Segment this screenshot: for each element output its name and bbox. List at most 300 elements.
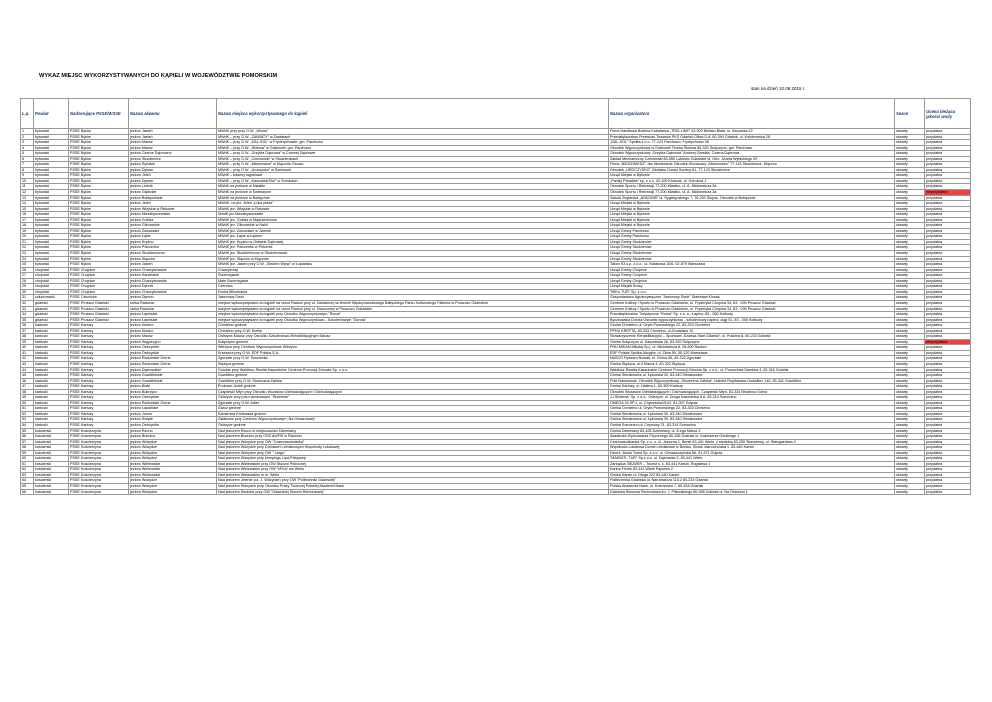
cell-powiat: bytowski (34, 178, 69, 184)
cell-powiat: bytowski (34, 195, 69, 201)
cell-miejsce: Nad jeziorem Wielewskim przy OW "eFKa" we Wielu (217, 467, 609, 473)
cell-miejsce: Garcz gminne (217, 406, 609, 412)
cell-organizator: Ośrodek Wczasów Odmładzających i Odchudzających, Czaplelski Młyn, 83-324 Brodnica Górna (609, 389, 895, 395)
cell-lp: 15 (21, 206, 34, 212)
cell-sezon: otwarty (895, 151, 925, 157)
cell-miejsce: Krzeszna przy O.W. EDF Polska S.A. (217, 350, 609, 356)
cell-organizator: Wspólnota Lokalowa Domki Letniskowe w Borsku, Borsk Jasnochówka 1, 83-440 Karsin (609, 445, 895, 451)
cell-organizator: Akademia Wychowania Fizycznego 80-336 Gdańsk ul. Kazimierza Górskiego 1 (609, 434, 895, 440)
cell-powiat: kartuski (34, 373, 69, 379)
cell-miejsce: Nad jeziorem Rzuno w miejscowości Dziemiany (217, 428, 609, 434)
cell-powiat: bytowski (34, 256, 69, 262)
cell-sezon: otwarty (895, 411, 925, 417)
table-body (21, 129, 971, 495)
cell-sezon: otwarty (895, 278, 925, 284)
cell-lp: 45 (21, 373, 34, 379)
cell-akwen: jezioro Wdzydze (129, 450, 217, 456)
cell-psse: PSSE Bytów (69, 228, 129, 234)
cell-miejsce: Charzykowy (217, 267, 609, 273)
cell-sezon: otwarty (895, 422, 925, 428)
cell-lp: 30 (21, 289, 34, 295)
cell-miejsce: MWdK jez. Jasień przy O.W. „Siedem Wysp” w Łupawsku (217, 262, 609, 268)
cell-ocena: przydatna (925, 317, 971, 323)
cell-organizator: Ośrodek Sportu i Rekreacji 77-200 Miastko, ul. A. Mickiewicza 3a (609, 184, 895, 190)
cell-powiat: bytowski (34, 162, 69, 168)
cell-ocena: przydatna (925, 195, 971, 201)
cell-powiat: kościerski (34, 456, 69, 462)
cell-akwen: jezioro Jasień (129, 129, 217, 135)
cell-lp: 16 (21, 212, 34, 218)
cell-sezon: otwarty (895, 484, 925, 490)
cell-sezon: otwarty (895, 195, 925, 201)
cell-ocena: przydatna (925, 467, 971, 473)
cell-organizator: Centrum Kultury i Sportu w Pruszczu Gdańskim, ul. Fryderyka Chopina 34, 83 - 000 Pruszcz Gdański (609, 300, 895, 306)
cell-miejsce: MWdK – baseny kąpielowe (217, 173, 609, 179)
cell-lp: 26 (21, 267, 34, 273)
cell-miejsce: MWdK – przy O.W. „DAL-SOL” w Fryderyzhowie, gm. Parchowo (217, 140, 609, 146)
cell-sezon: otwarty (895, 350, 925, 356)
cell-powiat: bytowski (34, 190, 69, 196)
cell-powiat: bytowski (34, 201, 69, 207)
cell-miejsce: Nad jeziorem Brzeżno przy OSS AWFiS w Raduniu (217, 434, 609, 440)
cell-akwen: jezioro Półczenko (129, 245, 217, 251)
cell-sezon: otwarty (895, 384, 925, 390)
cell-miejsce: Funka Mikomania (217, 289, 609, 295)
cell-psse: PSSE Bytów (69, 162, 129, 168)
cell-organizator: Gmina Somonino,ul. Ceynowy 21, 83-314 Somonino (609, 422, 895, 428)
cell-psse: PSSE Kartuzy (69, 389, 129, 395)
cell-akwen: jezioro Jasień (129, 262, 217, 268)
cell-akwen: jezioro Wdzydze (129, 484, 217, 490)
cell-ocena: przydatna (925, 445, 971, 451)
cell-powiat: chojnicki (34, 273, 69, 279)
cell-akwen: jezioro Charzykowskie (129, 289, 217, 295)
cell-lp: 43 (21, 361, 34, 367)
cell-psse: PSSE Człuchów (69, 295, 129, 301)
cell-miejsce: MWdK – przy O.W. „Grzybia Dąbrowa” w Czarnej Dąbrowie (217, 151, 609, 157)
cell-akwen: jezioro Łapalickie (129, 406, 217, 412)
cell-powiat: kartuski (34, 356, 69, 362)
cell-psse: PSSE Kościerzyna (69, 467, 129, 473)
cell-miejsce: Gowidlino przy O.W. Słoneczna Zatoka (217, 378, 609, 384)
cell-organizator: EDF Polska Spółka Akcyjna, ul. Złota 59, 00-120 Warszawa (609, 350, 895, 356)
cell-powiat: bytowski (34, 234, 69, 240)
cell-powiat: gdański (34, 306, 69, 312)
cell-psse: PSSE Kościerzyna (69, 484, 129, 490)
cell-psse: PSSE Kościerzyna (69, 478, 129, 484)
cell-akwen: jezioro Gubisz (129, 217, 217, 223)
cell-miejsce: MWdK jez. Żukowskie w Jamnie (217, 228, 609, 234)
cell-sezon: otwarty (895, 206, 925, 212)
cell-miejsce: Chmielno przy O.W. Krefta (217, 328, 609, 334)
cell-akwen: jezioro Jeleń (129, 173, 217, 179)
cell-organizator: Urząd Miejski w Bytowie (609, 173, 895, 179)
cell-organizator: Gmina Stężyca, ul.9 Marca 3, 83-322 Stężyca (609, 361, 895, 367)
cell-ocena: przydatna (925, 173, 971, 179)
cell-ocena: przydatna (925, 406, 971, 412)
cell-psse: PSSE Bytów (69, 234, 129, 240)
cell-powiat: kościerski (34, 478, 69, 484)
cell-ocena: przydatna (925, 239, 971, 245)
cell-miejsce: MWdK – przy O.W. „Kaszubski Bór” w Sominach (217, 178, 609, 184)
cell-sezon: otwarty (895, 239, 925, 245)
cell-psse: PSSE Bytów (69, 212, 129, 218)
cell-organizator: PHU MIKAN Mikołaj Sp.j. ul. Mickiewicza 8, 26-600 Radom (609, 345, 895, 351)
cell-powiat: gdański (34, 312, 69, 318)
cell-miejsce: MWdK przy przy O.W. „Wrzos” (217, 129, 609, 135)
cell-sezon: otwarty (895, 395, 925, 401)
cell-organizator: Byczkowska Dorota Ośrodek wypoczynkowo - szkoleniowy Łapino, ciąg 51, 83 - 050 Kolbudy (609, 317, 895, 323)
cell-ocena: przydatna (925, 251, 971, 257)
bathing-sites-table (20, 98, 971, 495)
cell-ocena: przydatna (925, 295, 971, 301)
cell-akwen: jezioro Dymno (129, 295, 217, 301)
cell-psse: PSSE Bytów (69, 206, 129, 212)
cell-ocena: przydatna (925, 184, 971, 190)
cell-psse: PSSE Kościerzyna (69, 450, 129, 456)
cell-powiat: kartuski (34, 417, 69, 423)
cell-akwen: jezioro Krężno (129, 239, 217, 245)
cell-psse: PSSE Bytów (69, 251, 129, 257)
cell-lp: 48 (21, 389, 34, 395)
cell-akwen: jezioro Kłodno (129, 323, 217, 329)
cell-ocena: przydatna (925, 140, 971, 146)
cell-powiat: kartuski (34, 350, 69, 356)
cell-miejsce: MWdK jez. Półczenko w Półcznie (217, 245, 609, 251)
cell-psse: PSSE Kartuzy (69, 406, 129, 412)
cell-miejsce: MWdK – przy O.W. „ZAWIATY” w Zawiatach (217, 134, 609, 140)
cell-akwen: jezioro Dywan (129, 178, 217, 184)
cell-sezon: otwarty (895, 434, 925, 440)
cell-sezon: otwarty (895, 367, 925, 373)
cell-ocena: przydatna (925, 245, 971, 251)
cell-psse: PSSE Kościerzyna (69, 434, 129, 440)
cell-sezon: otwarty (895, 450, 925, 456)
cell-psse: PSSE Kartuzy (69, 350, 129, 356)
cell-sezon: otwarty (895, 217, 925, 223)
cell-powiat: kartuski (34, 422, 69, 428)
cell-organizator: Przedsiębiorstwo Przewozu Towarów PKS Gdańsk-Oliwa S.A. 80-394 Gdańsk, ul. Kołobrzeska 28 (609, 134, 895, 140)
cell-psse: PSSE Bytów (69, 245, 129, 251)
cell-lp: 57 (21, 439, 34, 445)
cell-ocena: przydatna (925, 228, 971, 234)
cell-powiat: bytowski (34, 251, 69, 257)
cell-lp: 27 (21, 273, 34, 279)
cell-miejsce: Nad jeziorem Wdzydze przy OW "Czarnowodzianka" (217, 439, 609, 445)
cell-akwen: rzeka Radunia (129, 306, 217, 312)
cell-psse: PSSE Bytów (69, 201, 129, 207)
cell-miejsce: MwdK jez.Niezabyszewskie (217, 212, 609, 218)
cell-organizator: „U Stolema” Sp. z o.o., Ostrzyce, ul. Droga Kaszubska 8 A, 83-314 Somonino (609, 395, 895, 401)
cell-sezon: otwarty (895, 129, 925, 135)
cell-psse: PSSE Bytów (69, 184, 129, 190)
cell-powiat: kartuski (34, 384, 69, 390)
cell-psse: PSSE Bytów (69, 190, 129, 196)
cell-miejsce: MWdK na jeziorze w Bobięcinie (217, 195, 609, 201)
cell-sezon: otwarty (895, 400, 925, 406)
cell-miejsce: Nad jeziorem Radolne przy OW "Gdańskiej Stoczni Remontowej" (217, 489, 609, 495)
cell-sezon: otwarty (895, 334, 925, 340)
cell-akwen: jezioro Raduńskie Górne (129, 361, 217, 367)
cell-ocena: przydatna (925, 350, 971, 356)
cell-psse: PSSE Kartuzy (69, 411, 129, 417)
cell-sezon: otwarty (895, 328, 925, 334)
cell-lp: 19 (21, 228, 34, 234)
cell-akwen: rzeka Radunia (129, 300, 217, 306)
cell-organizator: Urząd Gminy Chojnice (609, 273, 895, 279)
cell-psse: PSSE Kartuzy (69, 400, 129, 406)
cell-ocena: przydatna (925, 201, 971, 207)
cell-akwen: jezioro Ostrzyckie (129, 350, 217, 356)
cell-sezon: otwarty (895, 273, 925, 279)
cell-powiat: bytowski (34, 217, 69, 223)
cell-ocena: przydatna (925, 411, 971, 417)
cell-sezon: otwarty (895, 361, 925, 367)
cell-miejsce: MWdK jez. Krężno w Ostawie Dąbrowej (217, 239, 609, 245)
cell-psse: PSSE Bytów (69, 129, 129, 135)
cell-psse: PSSE Pruszcz Gdański (69, 317, 129, 323)
cell-psse: PSSE Kościerzyna (69, 445, 129, 451)
cell-lp: 40 (21, 345, 34, 351)
cell-psse: PSSE Kartuzy (69, 367, 129, 373)
cell-powiat: gdański (34, 317, 69, 323)
cell-akwen: jezioro Brzeżno (129, 434, 217, 440)
cell-powiat: kartuski (34, 361, 69, 367)
cell-akwen: jezioro Glinowskie (129, 223, 217, 229)
cell-sezon: otwarty (895, 201, 925, 207)
cell-psse: PSSE Kartuzy (69, 361, 129, 367)
cell-ocena: przydatna (925, 278, 971, 284)
cell-organizator: Zarządca: BEAVER – Tourist s. c. 83-441 Karsin, Rogalewo 1 (609, 461, 895, 467)
cell-organizator: Pole Namiotowe, Ośrodek Wypoczynkowy „Słoneczna Zatoka”, Izabela Ropiłowska,Gowidlino 140, 83-341 Gowidlino (609, 378, 895, 384)
cell-akwen: jezioro Bobięcińskie (129, 195, 217, 201)
cell-sezon: otwarty (895, 190, 925, 196)
header-organizator: Nazwa organizatora (609, 99, 895, 129)
cell-akwen: jezioro Studzienice (129, 156, 217, 162)
cell-miejsce: MWdK na jeziorze w Miastku (217, 184, 609, 190)
cell-ocena: przydatna (925, 417, 971, 423)
cell-lp: 55 (21, 428, 34, 434)
cell-powiat: kościerski (34, 467, 69, 473)
cell-lp: 52 (21, 411, 34, 417)
cell-ocena: przydatna (925, 323, 971, 329)
cell-akwen: jezioro Rzuno (129, 428, 217, 434)
cell-akwen: jezioro Żukowskie (129, 228, 217, 234)
cell-organizator: Polska Akademia Nauk, ul. Kościerska 7, 80-328 Gdańsk (609, 484, 895, 490)
cell-sezon: otwarty (895, 234, 925, 240)
cell-powiat: bytowski (34, 167, 69, 173)
cell-sezon: otwarty (895, 467, 925, 473)
cell-sezon: otwarty (895, 256, 925, 262)
cell-organizator: Urząd Miejski w Bytowie (609, 223, 895, 229)
cell-sezon: otwarty (895, 262, 925, 268)
cell-miejsce: Nad jeziorem Wdzydze przy Ośrodku Pracy Twórczej Polskiej Akademii Nauk (217, 484, 609, 490)
cell-powiat: kościerski (34, 461, 69, 467)
cell-sezon: otwarty (895, 345, 925, 351)
cell-miejsce: MWdK – przy O.W. „Czerwinski” w Studzienicach (217, 156, 609, 162)
cell-akwen: jezioro Kłodno (129, 328, 217, 334)
cell-lp: 37 (21, 328, 34, 334)
cell-ocena: przydatna (925, 334, 971, 340)
cell-miejsce: Nad jeziorem Wdzydze przy kempingu Lipa-Półwysep (217, 456, 609, 462)
cell-powiat: kartuski (34, 406, 69, 412)
cell-ocena: przydatna (925, 151, 971, 157)
cell-lp: 11 (21, 184, 34, 190)
header-powiat: Powiat (34, 99, 69, 129)
cell-psse: PSSE Pruszcz Gdański (69, 306, 129, 312)
cell-miejsce: MWdK- na jez. Jeleń „Łóka plaża” (217, 201, 609, 207)
cell-lp: 60 (21, 456, 34, 462)
cell-organizator: Gdańska Stocznia Remontowa im. J. Piłsudskiego 80-958 Gdańsk ul. Na Ostrowiu 1 (609, 489, 895, 495)
cell-miejsce: miejsce wykorzystywane do kąpieli na rzece Raduni przy ul. Zastawnej na terenie Międzynarodowego Bałtyckiego Parku Kulturowego Faktoria w Pruszczu Gdańskim (217, 300, 609, 306)
cell-psse: PSSE Kartuzy (69, 356, 129, 362)
cell-psse: PSSE Bytów (69, 256, 129, 262)
cell-sezon: otwarty (895, 134, 925, 140)
cell-powiat: chojnicki (34, 267, 69, 273)
cell-psse: PSSE Kościerzyna (69, 489, 129, 495)
cell-organizator: Stowarzyszenie Rehabilitacyjno – Sportowe „Szansa-Start Gdańsk”, ul. Pusiżna 8, 80-233 Gdańsk (609, 334, 895, 340)
cell-ocena: nieprzydatna (925, 339, 971, 345)
cell-organizator: Takon S3 s.p. z o.o., ul. Kwiatowa 10/6, 02-579 Warszawa (609, 262, 895, 268)
cell-ocena: przydatna (925, 234, 971, 240)
cell-akwen: jezioro Wdzydze (129, 445, 217, 451)
cell-psse: PSSE Kościerzyna (69, 456, 129, 462)
cell-ocena: przydatna (925, 478, 971, 484)
cell-ocena: przydatna (925, 312, 971, 318)
cell-lp: 21 (21, 239, 34, 245)
cell-powiat: bytowski (34, 156, 69, 162)
cell-sezon: otwarty (895, 306, 925, 312)
cell-powiat: bytowski (34, 245, 69, 251)
cell-organizator: Ośrodek „UROCZYSKO” Zdzisław Górski Sominy 61, 77-143 Studzienice (609, 167, 895, 173)
cell-miejsce: Nad jeziorem Wielewskim w m. Wiele (217, 472, 609, 478)
cell-lp: 8 (21, 167, 34, 173)
cell-lp: 4 (21, 145, 34, 151)
cell-organizator: Gmina Sierakowice,ul. Łęborska 30, 83-340 Sierakowice (609, 411, 895, 417)
cell-sezon: otwarty (895, 267, 925, 273)
cell-psse: PSSE Chojnice (69, 278, 129, 284)
cell-psse: PSSE Kartuzy (69, 334, 129, 340)
cell-powiat: bytowski (34, 184, 69, 190)
cell-lp: 23 (21, 251, 34, 257)
cell-sezon: otwarty (895, 356, 925, 362)
cell-organizator: OMEGA 34 SP.J, ul. Chyloniska191/2, 81-007 Gdynia (609, 400, 895, 406)
cell-organizator: Urząd Gminy Parchowo (609, 234, 895, 240)
cell-psse: PSSE Chojnice (69, 289, 129, 295)
table-row (21, 489, 971, 495)
cell-ocena: przydatna (925, 134, 971, 140)
cell-organizator: Dzierż. Borsk Turist Sp. z o.o. ul. Chwaszczyńska 66, 81-571 Gdynia (609, 450, 895, 456)
cell-lp: 61 (21, 461, 34, 467)
cell-lp: 12 (21, 190, 34, 196)
cell-powiat: chojnicki (34, 278, 69, 284)
cell-ocena: przydatna (925, 367, 971, 373)
cell-psse: PSSE Kartuzy (69, 339, 129, 345)
cell-miejsce: miejsce wykorzystywane do kąpieli na rzece Raduni przy ul. Dworcowej w Pruszczu Gdańskim (217, 306, 609, 312)
cell-akwen: jezioro Ostrzyckie (129, 422, 217, 428)
cell-miejsce: Zgorzałe przy O.W. Adler (217, 400, 609, 406)
cell-organizator: Ośrodek Wypoczynkowy „Grzybia Dąbrowa” Andrzej Garstka, Czarna Dąbrowa (609, 151, 895, 157)
cell-lp: 2 (21, 134, 34, 140)
cell-lp: 51 (21, 406, 34, 412)
cell-akwen: jezioro Raduńskie Górne (129, 400, 217, 406)
cell-lp: 36 (21, 323, 34, 329)
cell-ocena: przydatna (925, 356, 971, 362)
cell-sezon: otwarty (895, 461, 925, 467)
cell-akwen: jezioro Ostrzyckie (129, 345, 217, 351)
cell-sezon: otwarty (895, 472, 925, 478)
cell-sezon: otwarty (895, 184, 925, 190)
cell-powiat: chojnicki (34, 284, 69, 290)
cell-ocena: przydatna (925, 373, 971, 379)
cell-psse: PSSE Kartuzy (69, 373, 129, 379)
cell-sezon: otwarty (895, 156, 925, 162)
cell-sezon: otwarty (895, 312, 925, 318)
cell-lp: 13 (21, 195, 34, 201)
cell-sezon: otwarty (895, 428, 925, 434)
cell-powiat: bytowski (34, 239, 69, 245)
cell-organizator: Waldtour-Rewita Kaszubskie Centrum Promocji Zdrowia Sp. z o.o., ul. Poruczinka Dambka 4, 83-316 Golubie (609, 367, 895, 373)
cell-psse: PSSE Kartuzy (69, 417, 129, 423)
cell-sezon: otwarty (895, 389, 925, 395)
cell-organizator: Firma Handlowa Bożena Kubalańca „TRIS-LINE” 43-300 Bielsko-Biała, ul. Karpacka 22 (609, 129, 895, 135)
cell-sezon: otwarty (895, 178, 925, 184)
cell-lp: 14 (21, 201, 34, 207)
cell-akwen: jezioro Wdzydze (129, 489, 217, 495)
cell-powiat: kartuski (34, 378, 69, 384)
cell-psse: PSSE Chojnice (69, 273, 129, 279)
cell-miejsce: Ostrzyce-Mausz przy Ośrodku Szkoleniowo-Rehabilitacyjnym Mausz (217, 334, 609, 340)
cell-powiat: kościerski (34, 450, 69, 456)
cell-powiat: chojnicki (34, 289, 69, 295)
cell-lp: 41 (21, 350, 34, 356)
cell-lp: 54 (21, 422, 34, 428)
cell-miejsce: Stężyca gminne (217, 361, 609, 367)
cell-psse: PSSE Bytów (69, 262, 129, 268)
cell-lp: 17 (21, 217, 34, 223)
cell-ocena: przydatna (925, 422, 971, 428)
cell-akwen: jezioro Bukrzyno (129, 389, 217, 395)
cell-akwen: jezioro Niezabyszewskie (129, 212, 217, 218)
cell-organizator: Urząd Gminy Studzienice (609, 239, 895, 245)
cell-miejsce: Nad jeziorem Wdzydze przy Domkach Letniskowych Wspólnoty Lokalowej (217, 445, 609, 451)
cell-psse: PSSE Bytów (69, 145, 129, 151)
cell-psse: PSSE Kartuzy (69, 395, 129, 401)
cell-lp: 53 (21, 417, 34, 423)
cell-lp: 31 (21, 295, 34, 301)
cell-powiat: kartuski (34, 323, 69, 329)
cell-organizator: Gmina Karsin ul. Długa 222 83-440 Karsin (609, 472, 895, 478)
cell-powiat: bytowski (34, 262, 69, 268)
cell-psse: PSSE Bytów (69, 134, 129, 140)
cell-lp: 29 (21, 284, 34, 290)
cell-sezon: otwarty (895, 167, 925, 173)
cell-ocena: przydatna (925, 206, 971, 212)
cell-lp: 18 (21, 223, 34, 229)
cell-powiat: kościerski (34, 439, 69, 445)
cell-sezon: otwarty (895, 439, 925, 445)
cell-powiat: kościerski (34, 472, 69, 478)
header-akwen: Nazwa akwenu (129, 99, 217, 129)
cell-miejsce: Gowidlino gminne (217, 373, 609, 379)
cell-ocena: przydatna (925, 289, 971, 295)
cell-lp: 25 (21, 262, 34, 268)
cell-akwen: jezioro Wdzydze (129, 439, 217, 445)
cell-psse: PSSE Kartuzy (69, 345, 129, 351)
cell-miejsce: Wieżyca przy Centrum Wypoczynkowe Wieżyca (217, 345, 609, 351)
cell-psse: PSSE Kartuzy (69, 384, 129, 390)
cell-psse: PSSE Kartuzy (69, 323, 129, 329)
